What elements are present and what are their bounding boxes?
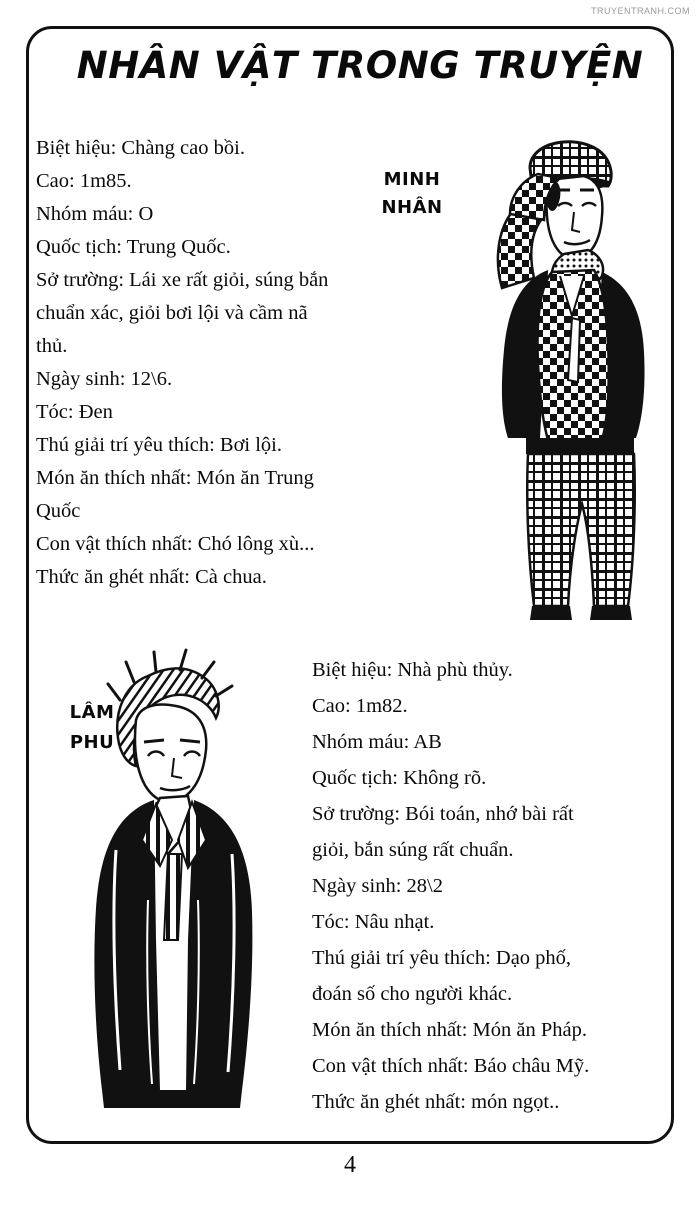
profile-line: thủ.	[36, 335, 68, 357]
profile-line: Con vật thích nhất: Báo châu Mỹ.	[312, 1055, 590, 1077]
profile-line: Nhóm máu: AB	[312, 731, 442, 753]
profile-line: Món ăn thích nhất: Món ăn Pháp.	[312, 1019, 588, 1041]
lam-phu-illustration	[56, 640, 286, 1140]
profile-line: Quốc	[36, 500, 81, 522]
profile-line: Tóc: Nâu nhạt.	[312, 911, 435, 933]
profile-line: Quốc tịch: Trung Quốc.	[36, 236, 231, 258]
profile-line: Con vật thích nhất: Chó lông xù...	[36, 533, 315, 555]
page-title: NHÂN VẬT TRONG TRUYỆN	[76, 44, 644, 87]
profile-line: Nhóm máu: O	[36, 203, 154, 225]
profile-line: Sở trường: Lái xe rất giỏi, súng bắn	[36, 269, 329, 291]
profile-line: Ngày sinh: 12\6.	[36, 368, 173, 390]
character-profile-minh-nhan	[36, 132, 436, 594]
profile-line: Quốc tịch: Không rõ.	[312, 767, 487, 789]
page-number: 4	[344, 1152, 356, 1178]
profile-line: Thức ăn ghét nhất: Cà chua.	[36, 566, 267, 588]
profile-line: Cao: 1m85.	[36, 170, 132, 192]
profile-line: Ngày sinh: 28\2	[312, 875, 443, 897]
profile-line: Biệt hiệu: Nhà phù thủy.	[312, 659, 513, 681]
profile-line: đoán số cho người khác.	[312, 983, 513, 1005]
character-name-line-2: NHÂN	[381, 197, 443, 218]
profile-line: Món ăn thích nhất: Món ăn Trung	[36, 467, 314, 489]
minh-nhan-illustration	[452, 120, 658, 630]
profile-line: Tóc: Đen	[36, 401, 113, 423]
watermark-text: TRUYENTRANH.COM	[591, 6, 690, 16]
character-name-line-1: MINH	[383, 169, 441, 190]
character-profile-lam-phu	[312, 652, 662, 1120]
profile-line: giỏi, bắn súng rất chuẩn.	[312, 839, 514, 861]
profile-line: Sở trường: Bói toán, nhớ bài rất	[312, 803, 574, 825]
character-name-line-2: PHU	[69, 732, 115, 753]
profile-line: Thức ăn ghét nhất: món ngọt..	[312, 1091, 560, 1113]
profile-line: Biệt hiệu: Chàng cao bồi.	[36, 137, 245, 159]
profile-line: Thú giải trí yêu thích: Bơi lội.	[36, 434, 282, 456]
character-name-line-1: LÂM	[69, 702, 115, 723]
profile-line: Thú giải trí yêu thích: Dạo phố,	[312, 947, 572, 969]
profile-line: Cao: 1m82.	[312, 695, 408, 717]
profile-line: chuẩn xác, giỏi bơi lội và cầm nã	[36, 302, 308, 324]
